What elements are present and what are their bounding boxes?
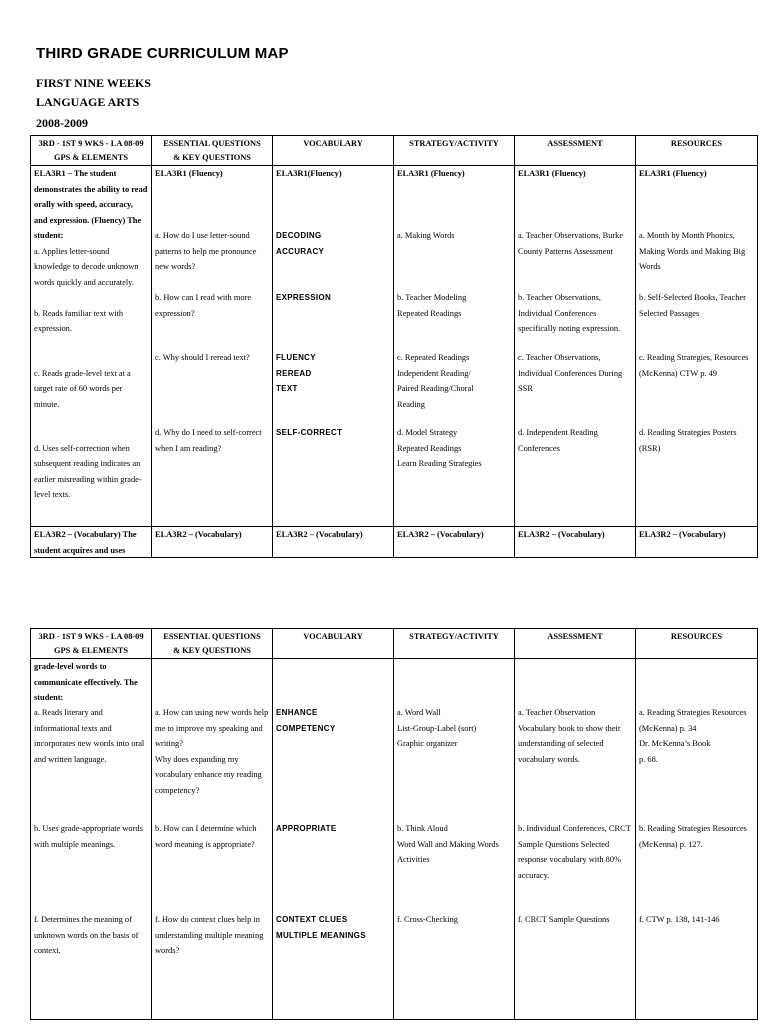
strategy-cell: a. Word Wall List-Group-Label (sort) Graphic organizer b. Think Aloud Word Wall and Making Words Activities f. Cross-Checking [394,659,515,1020]
col-header-questions: ESSENTIAL QUESTIONS & KEY QUESTIONS [152,629,273,659]
table-row [31,166,758,527]
vocabulary-cell: ENHANCE COMPETENCY APPROPRIATE CONTEXT CLUES MULTIPLE MEANINGS [273,659,394,1020]
questions-cell: ELA3R1 (Fluency) a. How do I use letter-sound patterns to help me pronounce new words? b. How can I read with more expression? c. Why should I reread text? d. Why do I need to self-correct when I am reading? [152,166,273,527]
strategy-cell: ELA3R1 (Fluency) a. Making Words b. Teacher Modeling Repeated Readings c. Repeated Readings Independent Reading/ Paired Reading/Choral Reading d. Model Strategy Repeated Readings Learn Reading Strategies [394,166,515,527]
table-header-row [31,136,758,166]
col-header-vocabulary: VOCABULARY [273,136,394,166]
col-header-strategy: STRATEGY/ACTIVITY [394,136,515,166]
questions-cell: a. How can using new words help me to improve my speaking and writing? Why does expanding my vocabulary enhance my reading competency? b. How can I determine which word meaning is appropriate? f. How do context clues help in understanding multiple meaning words? [152,659,273,1020]
col-header-gps: 3RD - 1ST 9 WKS - LA 08-09 GPS & ELEMENTS [31,629,152,659]
assessment-cell: ELA3R2 – (Vocabulary) [515,527,636,558]
table-row [31,659,758,1020]
col-header-gps: 3RD - 1ST 9 WKS - LA 08-09 GPS & ELEMENTS [31,136,152,166]
curriculum-table-2 [30,628,758,1020]
resources-cell: ELA3R1 (Fluency) a. Month by Month Phonics, Making Words and Making Big Words b. Self-Selected Books, Teacher Selected Passages c. Reading Strategies, Resources (McKenna) CTW p. 49 d. Reading Strategies Posters (RSR) [636,166,758,527]
assessment-cell: a. Teacher Observation Vocabulary book to show their understanding of selected vocabulary words. b. Individual Conferences, CRCT Sample Questions Selected response vocabulary with 80% accuracy. f. CRCT Sample Questions [515,659,636,1020]
table-header-row [31,629,758,659]
col-header-resources: RESOURCES [636,136,758,166]
resources-cell: a. Reading Strategies Resources (McKenna) p. 34 Dr. McKenna’s Book p. 68. b. Reading Strategies Resources (McKenna) p. 127. f. CTW p. 138, 141-146 [636,659,758,1020]
col-header-questions: ESSENTIAL QUESTIONS & KEY QUESTIONS [152,136,273,166]
subtitle-subject: LANGUAGE ARTS [36,95,140,109]
subtitle-year: 2008-2009 [36,116,88,130]
gps-cell: ELA3R1 – The student demonstrates the ability to read orally with speed, accuracy, and expression. (Fluency) The student: a. Applies letter-sound knowledge to decode unknown words quickly and accurately. b. Reads familiar text with expression. c. Reads grade-level text at a target rate of 60 words per minute. d. Uses self-correction when subsequent reading indicates an earlier misreading within grade-level texts. [31,166,152,527]
assessment-cell: ELA3R1 (Fluency) a. Teacher Observations, Burke County Patterns Assessment b. Teacher Observations, Individual Conferences specifically noting expression. c. Teacher Observations, Individual Conferences During SSR d. Independent Reading Conferences [515,166,636,527]
questions-cell: ELA3R2 – (Vocabulary) [152,527,273,558]
resources-cell: ELA3R2 – (Vocabulary) [636,527,758,558]
vocabulary-cell: ELA3R2 – (Vocabulary) [273,527,394,558]
subtitle-term: FIRST NINE WEEKS [36,76,151,90]
curriculum-table-1 [30,135,758,558]
vocabulary-cell: ELA3R1(Fluency) DECODING ACCURACY EXPRESSION FLUENCY REREAD TEXT SELF-CORRECT [273,166,394,527]
strategy-cell: ELA3R2 – (Vocabulary) [394,527,515,558]
col-header-strategy: STRATEGY/ACTIVITY [394,629,515,659]
col-header-resources: RESOURCES [636,629,758,659]
table-row [31,527,758,558]
col-header-assessment: ASSESSMENT [515,629,636,659]
standard-ela3r1: ELA3R1 – The student demonstrates the ability to read orally with speed, accuracy, and expression. (Fluency) The student: [34,169,148,240]
standard-ela3r2-cont: grade-level words to communicate effectively. The student: [34,662,138,702]
document-title: THIRD GRADE CURRICULUM MAP [36,45,289,62]
col-header-assessment: ASSESSMENT [515,136,636,166]
gps-cell: grade-level words to communicate effectively. The student: a. Reads literary and informational texts and incorporates new words into oral and written language. b. Uses grade-appropriate words with multiple meanings. f. Determines the meaning of unknown words on the basis of context. [31,659,152,1020]
col-header-vocabulary: VOCABULARY [273,629,394,659]
gps-cell: ELA3R2 – (Vocabulary) The student acquires and uses [31,527,152,558]
